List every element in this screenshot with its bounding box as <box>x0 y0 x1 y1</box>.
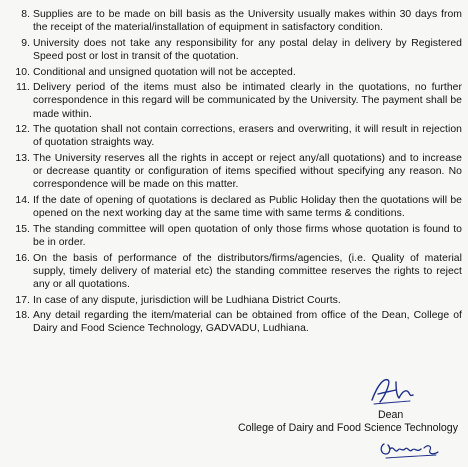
clause-8 <box>10 8 462 34</box>
clause-12 <box>10 123 462 149</box>
clause-number: 8. <box>21 9 30 20</box>
clause-text: The standing committee will open quotation of only those firms whose quotation is found to be in order. <box>33 223 462 248</box>
clause-number: 16. <box>15 252 30 264</box>
clause-text: If the date of opening of quotations is declared as Public Holiday then the quotations will be opened on the next working day at the same time with same terms & conditions. <box>33 194 462 220</box>
terms-list <box>10 8 462 338</box>
clause-17 <box>10 294 462 307</box>
clause-text: Delivery period of the items must also be intimated clearly in the quotations, no further correspondence in this regard will be communicated by the University. The payment shall be made within. <box>33 82 462 120</box>
dean-signature <box>368 374 418 408</box>
clause-10 <box>10 66 462 79</box>
clause-9 <box>10 37 462 63</box>
clause-number: 18. <box>15 310 30 322</box>
clause-number: 13. <box>15 152 30 164</box>
clause-13 <box>10 152 462 192</box>
initials-signature <box>378 436 442 462</box>
clause-text: Supplies are to be made on bill basis as the University usually makes within 30 days from the receipt of the material/installation of equipment in satisfactory condition. <box>33 9 462 34</box>
clause-14 <box>10 194 462 220</box>
clause-number: 9. <box>21 37 30 49</box>
clause-number: 15. <box>15 223 30 235</box>
clause-text: The University reserves all the rights in accept or reject any/all quotations) and to increase or decrease quantity or configuration of items specified without specifying any reason. No correspondence will be made on this matter. <box>33 152 462 191</box>
clause-text: In case of any dispute, jurisdiction will be Ludhiana District Courts. <box>33 294 341 306</box>
clause-number: 12. <box>15 124 30 136</box>
clause-18 <box>10 309 462 335</box>
signature-block <box>228 374 458 464</box>
clause-text: Any detail regarding the item/material can be obtained from office of the Dean, College of Dairy and Food Science Technology, GADVADU, Ludhiana. <box>33 310 462 335</box>
clause-text: University does not take any responsibility for any postal delay in delivery by Registered Speed post or lost in transit of the quotation. <box>33 37 462 62</box>
clause-number: 11. <box>16 82 30 94</box>
signatory-designation: Dean <box>378 409 404 421</box>
clause-text: On the basis of performance of the distributors/firms/agencies, (i.e. Quality of material supply, timely delivery of material etc) the standing committee reserves the rights to reject any or all quotations. <box>33 252 462 290</box>
clause-text: Conditional and unsigned quotation will not be accepted. <box>33 66 296 78</box>
clause-number: 14. <box>15 194 30 206</box>
clause-16 <box>10 252 462 292</box>
clause-15 <box>10 223 462 249</box>
signatory-office: College of Dairy and Food Science Technology <box>237 422 458 434</box>
clause-11 <box>10 81 462 121</box>
clause-number: 10. <box>15 66 30 78</box>
clause-number: 17. <box>15 294 30 306</box>
clause-text: The quotation shall not contain corrections, erasers and overwriting, it will result in rejection of quotation straights way. <box>33 124 462 149</box>
